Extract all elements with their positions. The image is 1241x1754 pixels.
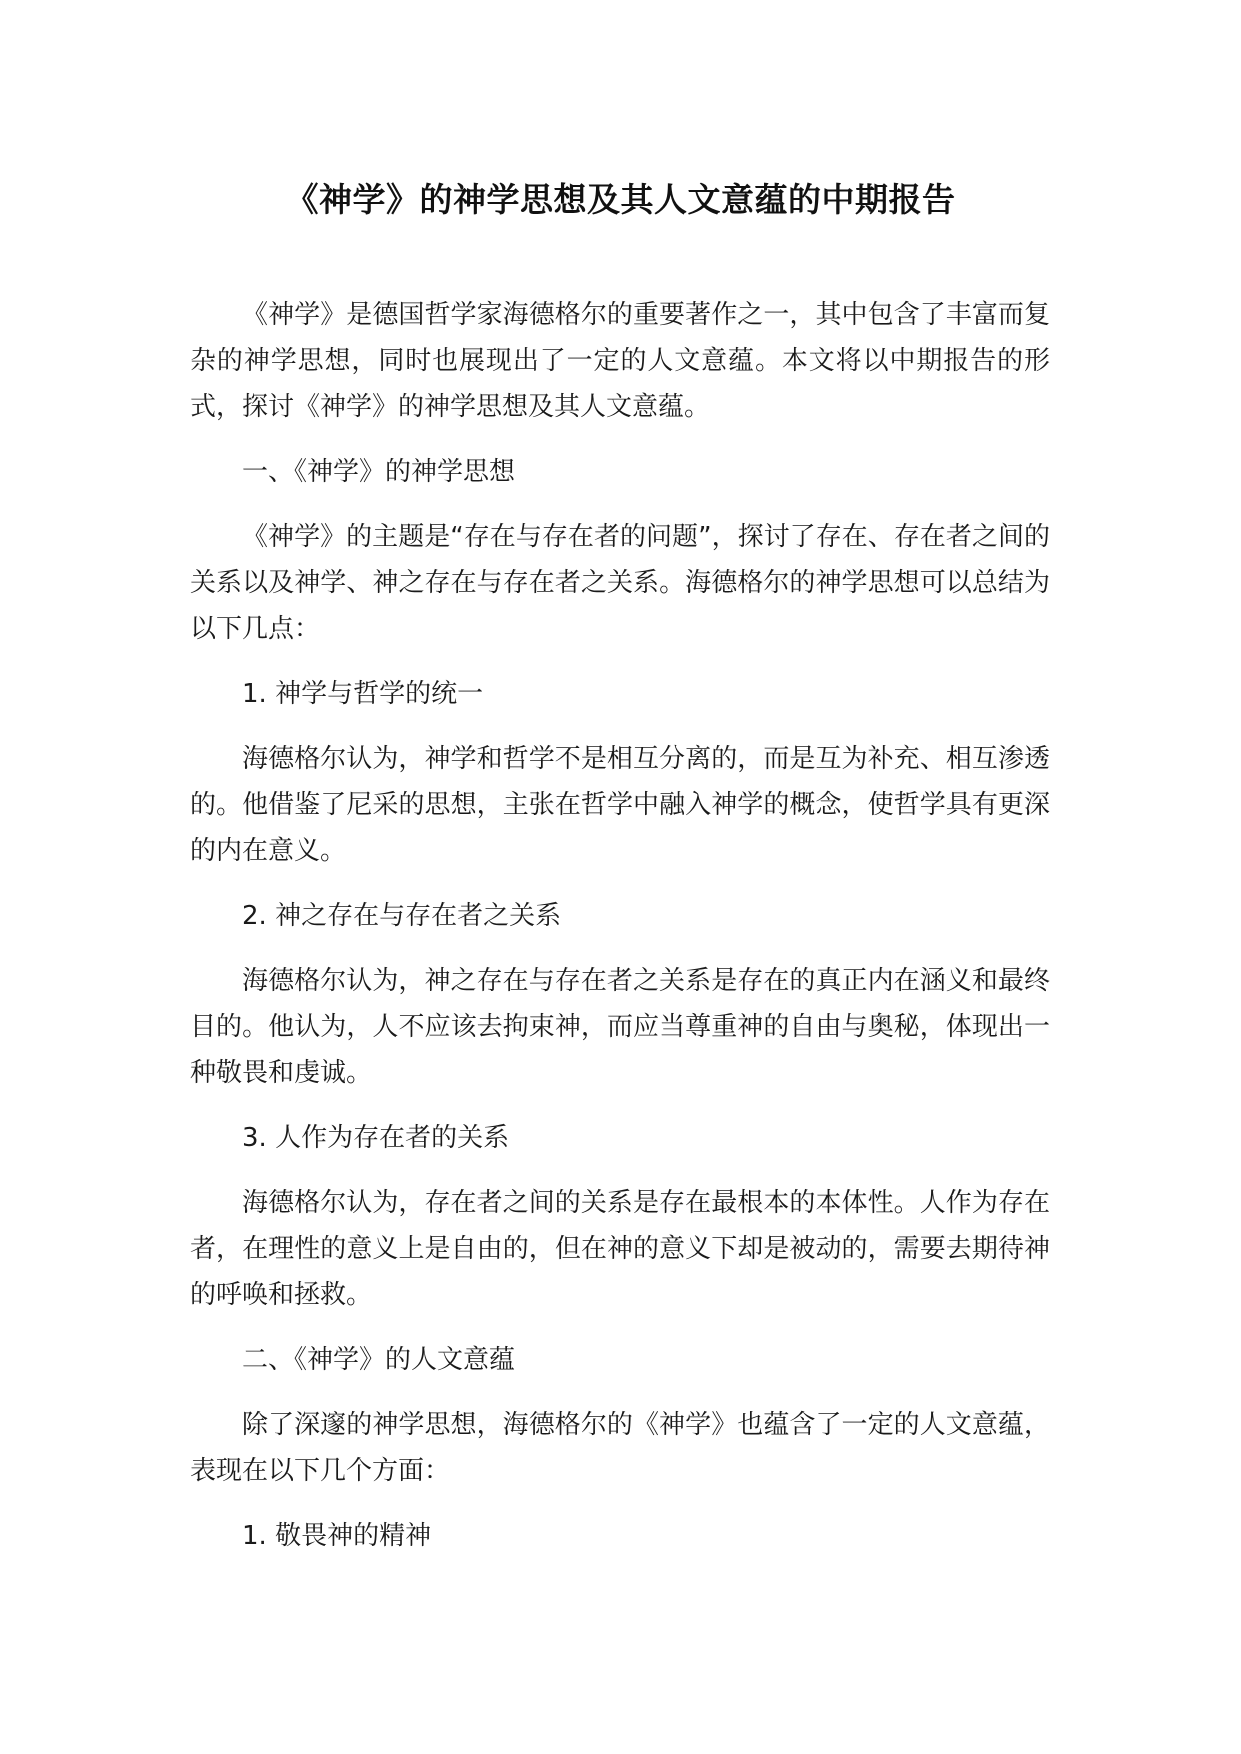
body-paragraph: 海德格尔认为，存在者之间的关系是存在最根本的本体性。人作为存在者，在理性的意义上是自由的，但在神的意义下却是被动的，需要去期待神的呼唤和拯救。 [190, 1188, 1050, 1310]
body-paragraph: 除了深邃的神学思想，海德格尔的《神学》也蕴含了一定的人文意蕴，表现在以下几个方面： [190, 1410, 1050, 1486]
body-paragraph: 《神学》的主题是“存在与存在者的问题”，探讨了存在、存在者之间的关系以及神学、神之存在与存在者之关系。海德格尔的神学思想可以总结为以下几点： [190, 522, 1050, 644]
subsection-heading: 1. 敬畏神的精神 [242, 1521, 432, 1551]
body-paragraph: 海德格尔认为，神学和哲学不是相互分离的，而是互为补充、相互渗透的。他借鉴了尼采的思想，主张在哲学中融入神学的概念，使哲学具有更深的内在意义。 [190, 744, 1050, 866]
section-heading-1: 一、《神学》的神学思想 [242, 457, 516, 487]
section-heading-2: 二、《神学》的人文意蕴 [242, 1345, 516, 1375]
document-body [190, 292, 1050, 1578]
subsection-heading: 3. 人作为存在者的关系 [242, 1123, 510, 1153]
subsection-heading: 2. 神之存在与存在者之关系 [242, 901, 562, 931]
subsection-heading: 1. 神学与哲学的统一 [242, 679, 484, 709]
body-paragraph: 海德格尔认为，神之存在与存在者之关系是存在的真正内在涵义和最终目的。他认为，人不应该去拘束神，而应当尊重神的自由与奥秘，体现出一种敬畏和虔诚。 [190, 966, 1050, 1088]
document-title: 《神学》的神学思想及其人文意蕴的中期报告 [285, 180, 956, 219]
intro-paragraph: 《神学》是德国哲学家海德格尔的重要著作之一，其中包含了丰富而复杂的神学思想，同时也展现出了一定的人文意蕴。本文将以中期报告的形式，探讨《神学》的神学思想及其人文意蕴。 [190, 300, 1050, 422]
